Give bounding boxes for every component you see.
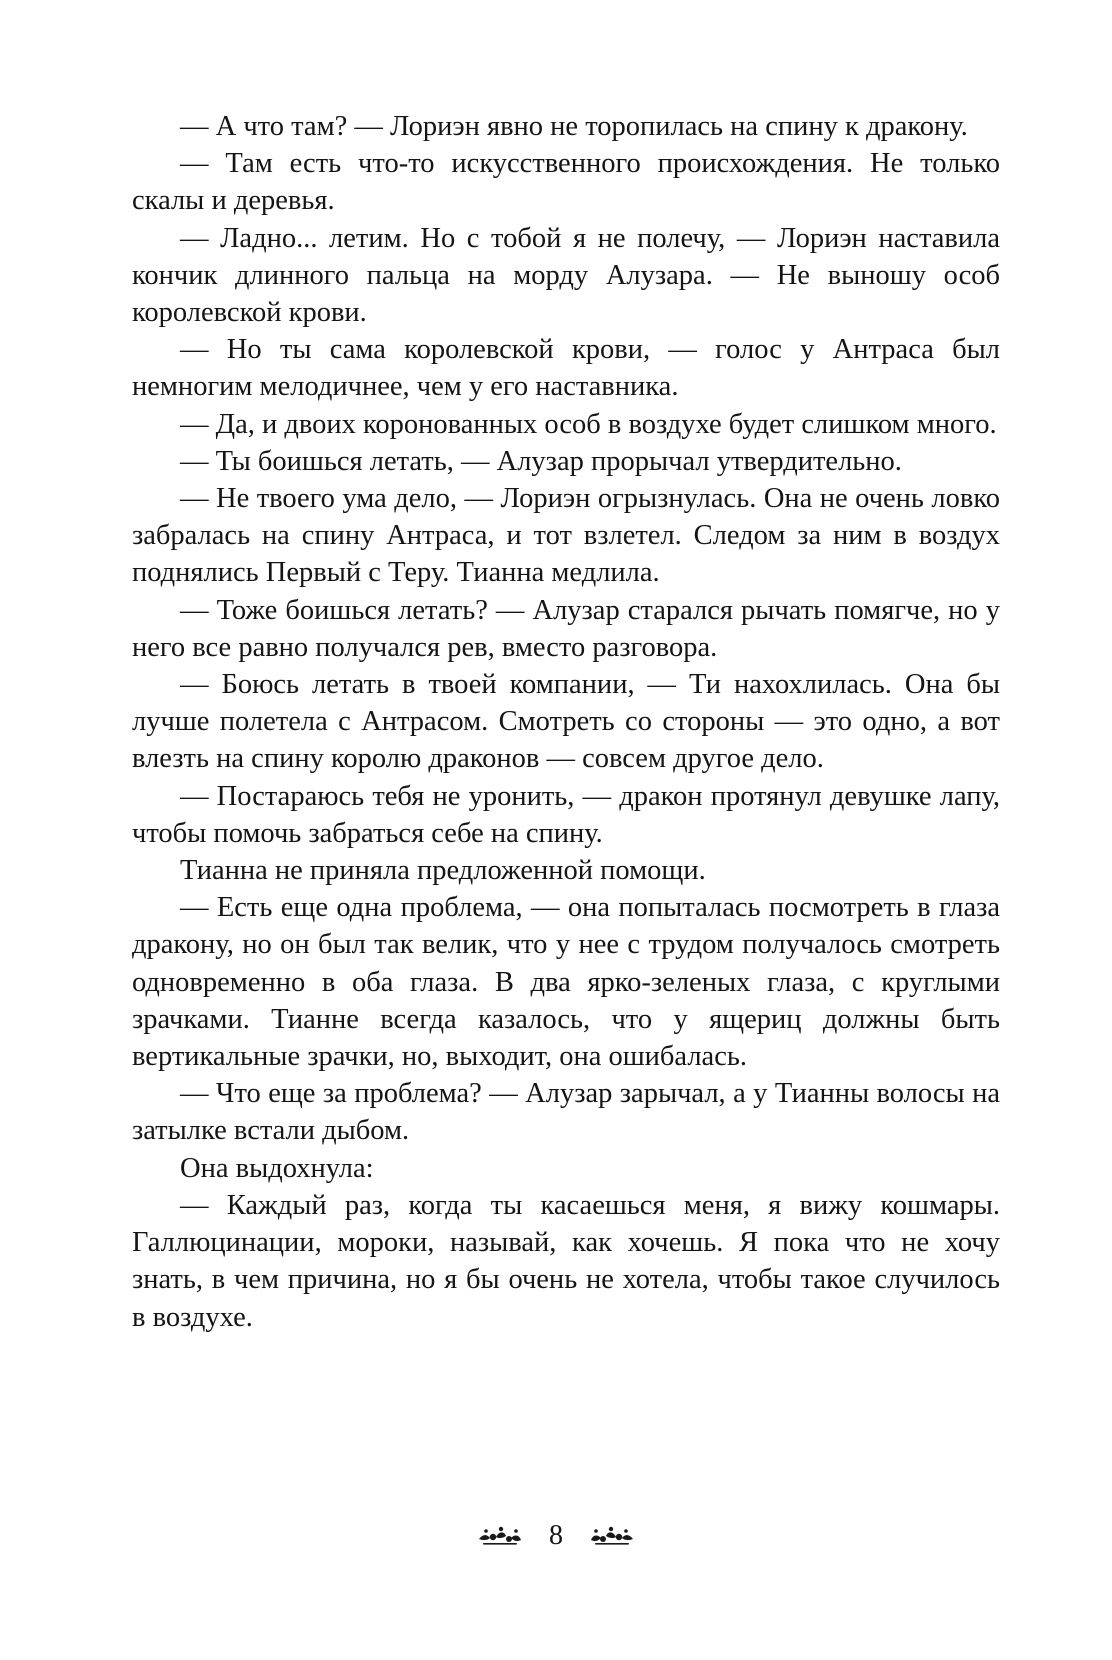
paragraph-6: — Ты боишься летать, — Алузар прорычал утвердительно. xyxy=(180,445,902,477)
paragraph-4: — Но ты сама королевской крови, — голос у Антраса был немногим мелодичнее, чем у его наставника. xyxy=(132,334,1000,403)
paragraph-1: — А что там? — Лориэн явно не торопилась на спину к дракону. xyxy=(180,111,968,142)
floral-ornament-icon xyxy=(589,1525,635,1547)
paragraph-10: — Постараюсь тебя не уронить, — дракон протянул девушке лапу, чтобы помочь забраться себе на спину. xyxy=(132,780,1000,849)
page-footer xyxy=(0,1516,1112,1556)
paragraph-13: — Что еще за проблема? — Алузар зарычал, а у Тианны волосы на затылке встали дыбом. xyxy=(132,1078,1000,1147)
paragraph-8: — Тоже боишься летать? — Алузар старался рычать помягче, но у него все равно получался рев, вместо разговора. xyxy=(132,594,1000,663)
paragraph-12: — Есть еще одна проблема, — она попыталась посмотреть в глаза дракону, но он был так велик, что у нее с трудом получалось смотреть одновременно в оба глаза. В два ярко-зеленых глаза, с круглыми зрачками. Тианне всегда казалось, что у ящериц должны быть вертикальные зрачки, но, выходит, она ошибалась. xyxy=(132,892,1000,1073)
paragraph-2: — Там есть что-то искусственного происхождения. Не только скалы и деревья. xyxy=(132,148,1000,217)
floral-ornament-icon xyxy=(477,1525,523,1547)
page-number: 8 xyxy=(549,1520,563,1551)
paragraph-7: — Не твоего ума дело, — Лориэн огрызнулась. Она не очень ловко забралась на спину Антраса, и тот взлетел. Следом за ним в воздух поднялись Первый с Теру. Тианна медлила. xyxy=(132,483,1000,589)
paragraph-11: Тианна не приняла предложенной помощи. xyxy=(180,855,706,887)
paragraph-9: — Боюсь летать в твоей компании, — Ти нахохлилась. Она бы лучше полетела с Антрасом. Смотреть со стороны — это одно, а вот влезть на спину королю драконов — совсем другое дело. xyxy=(132,669,1000,775)
paragraph-14: Она выдохнула: xyxy=(180,1152,374,1184)
body-text xyxy=(132,108,1000,1336)
paragraph-15: — Каждый раз, когда ты касаешься меня, я вижу кошмары. Галлюцинации, мороки, называй, как хочешь. Я пока что не хочу знать, в чем причина, но я бы очень не хотела, чтобы такое случилось в воздухе. xyxy=(132,1189,1000,1333)
paragraph-5: — Да, и двоих коронованных особ в воздухе будет слишком много. xyxy=(180,408,997,440)
paragraph-3: — Ладно... летим. Но с тобой я не полечу, — Лориэн наставила кончик длинного пальца на морду Алузара. — Не выношу особ королевской крови. xyxy=(132,222,1000,329)
